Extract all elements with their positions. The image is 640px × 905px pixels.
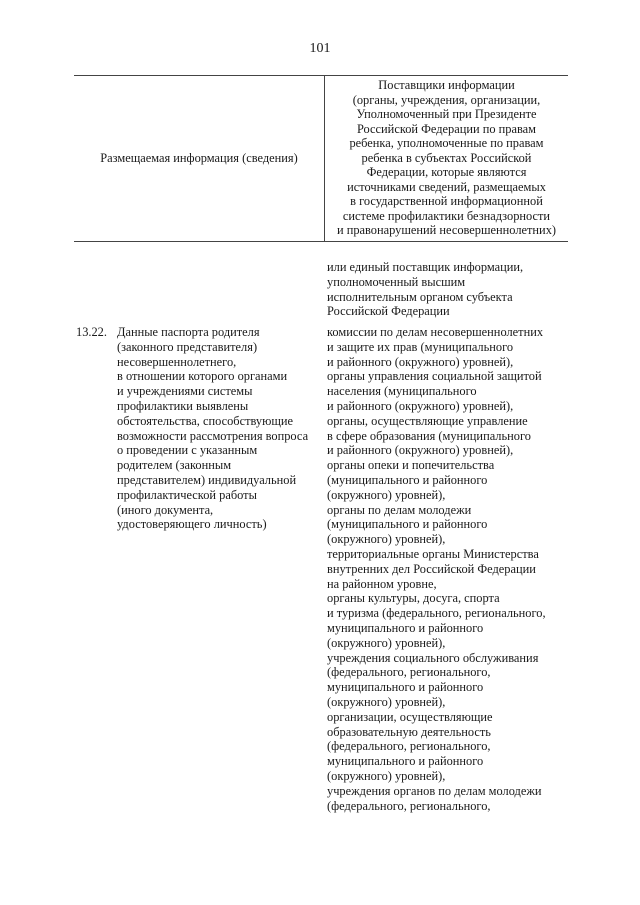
row-number: 13.22. (76, 325, 107, 339)
text-line: органы культуры, досуга, спорта (327, 591, 500, 606)
header-placed-information: Размещаемая информация (сведения) (100, 150, 298, 165)
header-bottom-rule (74, 241, 568, 242)
header-text-line: в государственной информационной (350, 194, 543, 208)
text-line: профилактической работы (117, 487, 257, 502)
header-text-line: (органы, учреждения, организации, (352, 92, 541, 107)
text-line: муниципального и районного (327, 680, 484, 695)
text-line: (окружного) уровней), (327, 532, 446, 547)
text-line: территориальные органы Министерства (327, 546, 539, 561)
text-line: органы управления социальной защитой (327, 369, 542, 384)
text-line: на районном уровне, (327, 576, 437, 591)
row-description (117, 325, 308, 532)
text-line: внутренних дел Российской Федерации (327, 561, 536, 576)
text-line: или единый поставщик информации, (327, 260, 524, 274)
text-line: Данные паспорта родителя (117, 325, 260, 339)
text-line: в сфере образования (муниципального (327, 428, 531, 443)
continued-provider-text (327, 260, 523, 319)
header-text-line: системе профилактики безнадзорности (342, 208, 551, 223)
text-line: и районного (окружного) уровней), (327, 398, 514, 413)
text-line: организации, осуществляющие (327, 709, 493, 724)
text-line: учреждения органов по делам молодежи (327, 783, 542, 798)
header-text-line: источниками сведений, размещаемых (347, 179, 546, 194)
text-line: и учреждениями системы (117, 384, 253, 399)
text-line: населения (муниципального (327, 384, 477, 399)
text-line: (окружного) уровней), (327, 768, 446, 783)
text-line: о проведении с указанным (117, 443, 258, 458)
text-line: удостоверяющего личность) (117, 517, 267, 532)
page-number: 101 (309, 41, 331, 56)
text-line: и районного (окружного) уровней), (327, 443, 514, 458)
text-line: исполнительным органом субъекта (327, 289, 513, 304)
text-line: представителем) индивидуальной (117, 472, 297, 487)
header-text-line: Российской Федерации по правам (356, 121, 537, 136)
text-line: органы, осуществляющие управление (327, 413, 528, 428)
text-line: органы по делам молодежи (327, 502, 472, 517)
text-line: (муниципального и районного (327, 472, 488, 487)
text-line: и защите их прав (муниципального (327, 339, 514, 354)
text-line: органы опеки и попечительства (327, 458, 495, 473)
text-line: (федерального, регионального, (327, 798, 491, 813)
text-line: возможности рассмотрения вопроса (117, 428, 309, 443)
text-line: (федерального, регионального, (327, 739, 491, 754)
text-line: и туризма (федерального, регионального, (327, 606, 546, 621)
text-line: обстоятельства, способствующие (117, 413, 294, 428)
text-line: несовершеннолетнего, (117, 354, 237, 369)
header-information-providers (325, 78, 568, 238)
header-text-line: Уполномоченный при Президенте (356, 107, 537, 121)
text-line: (окружного) уровней), (327, 487, 446, 502)
header-text-line: и правонарушений несовершеннолетних) (336, 223, 557, 237)
text-line: муниципального и районного (327, 620, 484, 635)
text-line: в отношении которого органами (117, 369, 288, 384)
header-text-line: ребенка, уполномоченные по правам (349, 136, 544, 150)
header-text-line: Федерации, которые являются (366, 165, 527, 179)
text-line: учреждения социального обслуживания (327, 650, 539, 665)
header-text-line: Поставщики информации (378, 78, 515, 92)
text-line: (муниципального и районного (327, 517, 488, 532)
text-line: и районного (окружного) уровней), (327, 354, 514, 369)
text-line: (окружного) уровней), (327, 694, 446, 709)
text-line: (федерального, регионального, (327, 665, 491, 680)
header-text-line: ребенка в субъектах Российской (361, 150, 532, 165)
text-line: комиссии по делам несовершеннолетних (327, 325, 544, 339)
text-line: родителем (законным (117, 458, 232, 473)
text-line: профилактики выявлены (117, 398, 249, 413)
text-line: Российской Федерации (327, 304, 450, 319)
text-line: (иного документа, (117, 502, 214, 517)
text-line: уполномоченный высшим (327, 274, 466, 289)
text-line: (окружного) уровней), (327, 635, 446, 650)
text-line: образовательную деятельность (327, 724, 491, 739)
text-line: (законного представителя) (117, 339, 258, 354)
text-line: муниципального и районного (327, 754, 484, 769)
row-providers (327, 325, 546, 813)
